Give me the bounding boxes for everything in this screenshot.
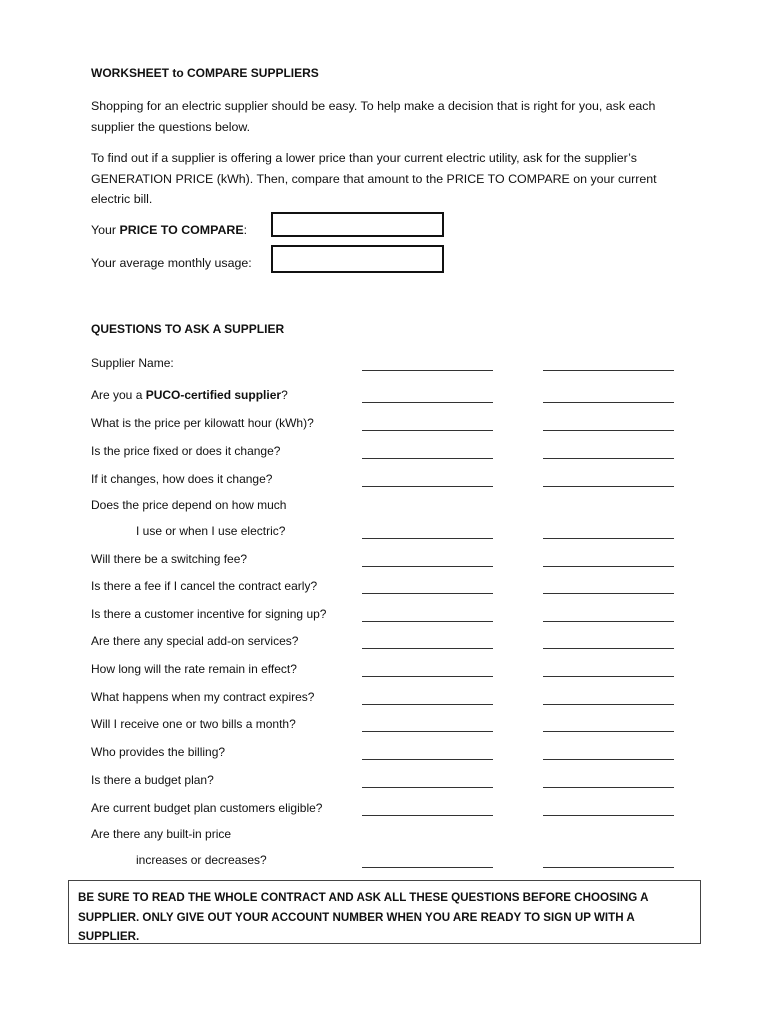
warning-line-3: SUPPLIER. (78, 930, 140, 943)
answer-blank[interactable] (362, 731, 493, 732)
answer-blank[interactable] (543, 593, 674, 594)
answer-blank[interactable] (362, 402, 493, 403)
answer-blank[interactable] (362, 621, 493, 622)
price-to-compare-prefix: Your (91, 223, 120, 237)
intro-paragraph-2-line-2: GENERATION PRICE (kWh). Then, compare that amount to the PRICE TO COMPARE on your current (91, 171, 657, 186)
question-item: Is there a budget plan? (91, 773, 214, 787)
price-to-compare-field[interactable] (271, 212, 444, 237)
question-item: What happens when my contract expires? (91, 690, 315, 704)
monthly-usage-label: Your average monthly usage: (91, 256, 252, 270)
answer-blank[interactable] (543, 648, 674, 649)
answer-blank[interactable] (362, 759, 493, 760)
price-to-compare-suffix: : (243, 223, 248, 237)
supplier-2-name-blank[interactable] (543, 370, 674, 371)
answer-blank[interactable] (543, 486, 674, 487)
question-item: Are there any built-in price (91, 827, 232, 841)
question-puco-suffix: ? (281, 388, 288, 402)
question-item: What is the price per kilowatt hour (kWh)? (91, 416, 314, 430)
intro-paragraph-2-line-1: To find out if a supplier is offering a lower price than your current electric utility, ask for the supplier’s (91, 151, 637, 165)
question-item: Are there any special add-on services? (91, 634, 299, 648)
answer-blank[interactable] (362, 676, 493, 677)
answer-blank[interactable] (543, 867, 674, 868)
answer-blank[interactable] (362, 787, 493, 788)
intro-paragraph-1-line-2: supplier the questions below. (91, 119, 251, 134)
question-item: If it changes, how does it change? (91, 472, 273, 486)
answer-blank[interactable] (543, 731, 674, 732)
document-title: WORKSHEET to COMPARE SUPPLIERS (91, 66, 319, 80)
intro-paragraph-2-line-3: electric bill. (91, 192, 153, 206)
answer-blank[interactable] (543, 759, 674, 760)
answer-blank[interactable] (543, 538, 674, 539)
answer-blank[interactable] (362, 566, 493, 567)
answer-blank[interactable] (362, 704, 493, 705)
question-item: Are current budget plan customers eligible? (91, 801, 323, 815)
answer-blank[interactable] (543, 676, 674, 677)
warning-line-1: BE SURE TO READ THE WHOLE CONTRACT AND ASK ALL THESE QUESTIONS BEFORE CHOOSING A (78, 891, 649, 904)
answer-blank[interactable] (362, 648, 493, 649)
question-item: Is there a customer incentive for signing up? (91, 607, 327, 621)
warning-line-2: SUPPLIER. ONLY GIVE OUT YOUR ACCOUNT NUMBER WHEN YOU ARE READY TO SIGN UP WITH A (78, 910, 635, 924)
question-item: Who provides the billing? (91, 745, 226, 759)
question-item: Is the price fixed or does it change? (91, 444, 281, 458)
monthly-usage-field[interactable] (271, 245, 444, 273)
question-item: How long will the rate remain in effect? (91, 662, 297, 676)
warning-box (68, 880, 701, 944)
answer-blank[interactable] (543, 787, 674, 788)
intro-paragraph-1-line-1: Shopping for an electric supplier should be easy. To help make a decision that is right for you, ask each (91, 99, 656, 113)
questions-heading: QUESTIONS TO ASK A SUPPLIER (91, 322, 285, 336)
answer-blank[interactable] (362, 593, 493, 594)
answer-blank[interactable] (543, 815, 674, 816)
question-item: Is there a fee if I cancel the contract early? (91, 579, 318, 593)
supplier-name-label: Supplier Name: (91, 356, 174, 370)
question-puco-bold: PUCO-certified supplier (145, 388, 282, 402)
question-item-continuation: I use or when I use electric? (136, 524, 286, 538)
price-to-compare-label (91, 223, 247, 237)
price-to-compare-bold: PRICE TO COMPARE (119, 223, 244, 237)
answer-blank[interactable] (543, 704, 674, 705)
answer-blank[interactable] (362, 538, 493, 539)
question-item: Will I receive one or two bills a month? (91, 717, 296, 731)
question-item: Will there be a switching fee? (91, 552, 248, 566)
answer-blank[interactable] (362, 486, 493, 487)
answer-blank[interactable] (362, 458, 493, 459)
answer-blank[interactable] (543, 621, 674, 622)
answer-blank[interactable] (362, 430, 493, 431)
question-puco-prefix: Are you a (91, 388, 146, 402)
answer-blank[interactable] (362, 815, 493, 816)
answer-blank[interactable] (543, 458, 674, 459)
intro-paragraph-2 (91, 148, 691, 210)
intro-paragraph-1 (91, 96, 691, 137)
answer-blank[interactable] (543, 402, 674, 403)
question-item: Does the price depend on how much (91, 498, 287, 512)
supplier-1-name-blank[interactable] (362, 370, 493, 371)
answer-blank[interactable] (362, 867, 493, 868)
question-puco (91, 388, 288, 402)
question-item-continuation: increases or decreases? (136, 853, 267, 867)
answer-blank[interactable] (543, 430, 674, 431)
answer-blank[interactable] (543, 566, 674, 567)
